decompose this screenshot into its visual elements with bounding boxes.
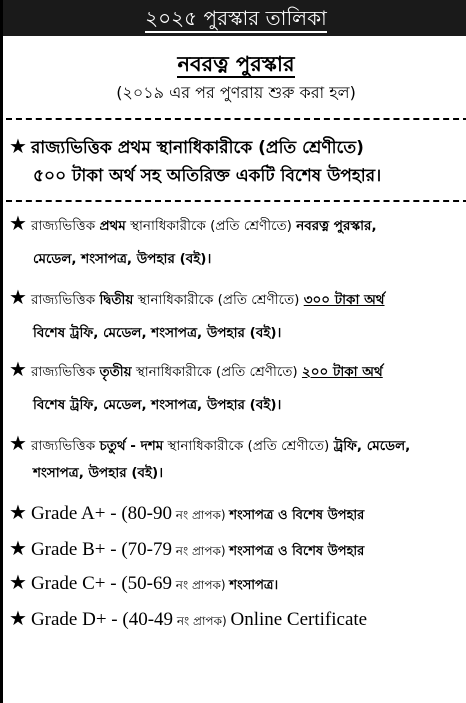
item-reward: ২০০ টাকা অর্থ [301,364,383,380]
item-text: রাজ্যভিত্তিক [30,364,100,380]
grade-row [9,606,466,634]
star-icon: ★ [9,538,27,560]
grade-suffix: নং প্রাপক) [171,578,230,592]
star-icon: ★ [9,285,27,309]
list-item-continued: মেডেল, শংসাপত্র, উপহার (বই)। [33,251,212,267]
list-item-continued: বিশেষ ট্রফি, মেডেল, শংসাপত্র, উপহার (বই)। [33,325,282,341]
divider [6,118,466,120]
item-reward: ৩০০ টাকা অর্থ [303,292,385,308]
header-title: ২০২৫ পুরস্কার তালিকা [145,6,327,33]
star-icon: ★ [9,608,27,630]
list-item [9,358,466,383]
grade-reward: Online Certificate [230,609,368,630]
item-text: স্থানাধিকারীকে (প্রতি শ্রেণীতে) [125,218,297,234]
item-rank: তৃতীয় [99,364,132,380]
grade-suffix: নং প্রাপক) [171,508,230,522]
grade-reward: শংসাপত্র ও বিশেষ উপহার [229,508,365,523]
star-icon: ★ [9,357,27,381]
star-icon: ★ [9,134,27,158]
grade-label: Grade D+ - (40-49 [30,609,174,630]
grade-reward: শংসাপত্র। [229,578,279,593]
star-icon: ★ [9,431,27,455]
page-header [3,0,466,36]
award-title [3,50,466,78]
list-item [9,286,466,311]
grade-reward: শংসাপত্র ও বিশেষ উপহার [229,544,365,559]
highlight-text-1: রাজ্যভিত্তিক প্রথম স্থানাধিকারীকে (প্রতি শ্রেণীতে) [30,138,364,158]
item-text: স্থানাধিকারীকে (প্রতি শ্রেণীতে) [163,438,334,454]
item-text: রাজ্যভিত্তিক [30,292,100,308]
highlight-line-1 [9,132,466,162]
grade-label: Grade B+ - (70-79 [30,539,172,560]
grade-row [9,500,466,529]
item-rank: চতুর্থ - দশম [99,438,164,454]
item-text: রাজ্যভিত্তিক [30,438,100,454]
item-rank: দ্বিতীয় [99,292,134,308]
grade-row [9,536,466,565]
item-text: স্থানাধিকারীকে (প্রতি শ্রেণীতে) [131,364,302,380]
item-rank: প্রথম [99,218,126,234]
highlight-text-2: ৫০০ টাকা অর্থ সহ অতিরিক্ত একটি বিশেষ উপহার। [33,166,382,186]
star-icon: ★ [9,572,27,594]
grade-row [9,570,466,599]
list-item [9,432,466,457]
award-subtitle: (২০১৯ এর পর পুণরায় শুরু করা হল) [116,83,356,102]
item-text: স্থানাধিকারীকে (প্রতি শ্রেণীতে) [133,292,304,308]
item-text: রাজ্যভিত্তিক [30,218,100,234]
list-item-continued: বিশেষ ট্রফি, মেডেল, শংসাপত্র, উপহার (বই)। [33,397,282,413]
item-reward: ট্রফি, মেডেল, [333,438,411,454]
grade-label: Grade A+ - (80-90 [30,503,172,524]
star-icon: ★ [9,502,27,524]
grade-label: Grade C+ - (50-69 [30,573,172,594]
highlight-line-2 [9,162,466,190]
grade-suffix: নং প্রাপক) [171,544,230,558]
grade-suffix: নং প্রাপক) [173,614,231,628]
award-title-text: নবরত্ন পুরস্কার [177,52,295,76]
star-icon: ★ [9,211,27,235]
divider [6,200,466,202]
list-item-continued: শংসাপত্র, উপহার (বই)। [33,465,164,481]
item-reward: নবরত্ন পুরস্কার, [296,218,377,234]
list-item [9,212,466,237]
